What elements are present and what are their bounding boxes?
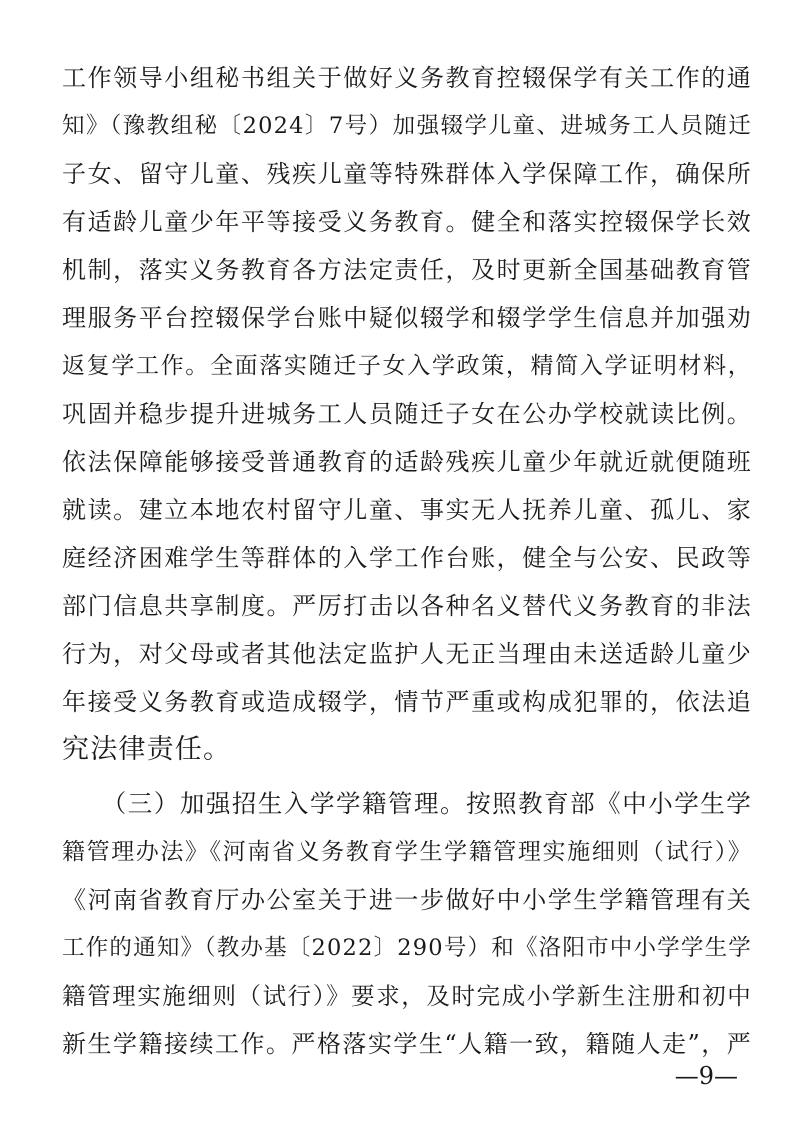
text-line-6: 理服务平台控辍保学台账中疑似辍学和辍学学生信息并加强劝 bbox=[62, 304, 752, 332]
text-line-21: 新生学籍接续工作。严格落实学生“人籍一致，籍随人走”，严 bbox=[62, 1030, 752, 1058]
text-line-18: 《河南省教育厅办公室关于进一步做好中小学生学籍管理有关 bbox=[62, 886, 752, 914]
text-line-14: 年接受义务教育或造成辍学，情节严重或构成犯罪的，依法追 bbox=[62, 688, 752, 716]
text-line-11: 庭经济困难学生等群体的入学工作台账，健全与公安、民政等 bbox=[62, 544, 752, 572]
text-line-13: 行为，对父母或者其他法定监护人无正当理由未送适龄儿童少 bbox=[62, 640, 752, 668]
text-line-10: 就读。建立本地农村留守儿童、事实无人抚养儿童、孤儿、家 bbox=[62, 496, 752, 524]
text-line-1: 工作领导小组秘书组关于做好义务教育控辍保学有关工作的通 bbox=[62, 64, 752, 92]
text-line-16: （三）加强招生入学学籍管理。按照教育部《中小学生学 bbox=[62, 789, 752, 818]
text-line-19: 工作的通知》（教办基〔2022〕290号）和《洛阳市中小学学生学 bbox=[62, 935, 752, 961]
body-text bbox=[62, 54, 752, 1068]
text-line-3: 子女、留守儿童、残疾儿童等特殊群体入学保障工作，确保所 bbox=[62, 160, 752, 188]
text-line-7: 返复学工作。全面落实随迁子女入学政策，精简入学证明材料， bbox=[62, 353, 752, 379]
text-line-9: 依法保障能够接受普通教育的适龄残疾儿童少年就近就便随班 bbox=[62, 448, 752, 476]
text-line-15: 究法律责任。 bbox=[62, 734, 232, 765]
text-line-4: 有适龄儿童少年平等接受义务教育。健全和落实控辍保学长效 bbox=[62, 208, 752, 236]
text-line-12: 部门信息共享制度。严厉打击以各种名义替代义务教育的非法 bbox=[62, 592, 752, 620]
text-line-20: 籍管理实施细则（试行）》要求，及时完成小学新生注册和初中 bbox=[62, 982, 752, 1010]
text-line-5: 机制，落实义务教育各方法定责任，及时更新全国基础教育管 bbox=[62, 256, 752, 284]
text-line-2: 知》（豫教组秘〔2024〕7号）加强辍学儿童、进城务工人员随迁 bbox=[62, 113, 752, 139]
text-line-17: 籍管理办法》《河南省义务教育学生学籍管理实施细则（试行）》 bbox=[62, 839, 752, 865]
text-line-8: 巩固并稳步提升进城务工人员随迁子女在公办学校就读比例。 bbox=[62, 400, 752, 428]
page-number: —9— bbox=[674, 1062, 738, 1090]
